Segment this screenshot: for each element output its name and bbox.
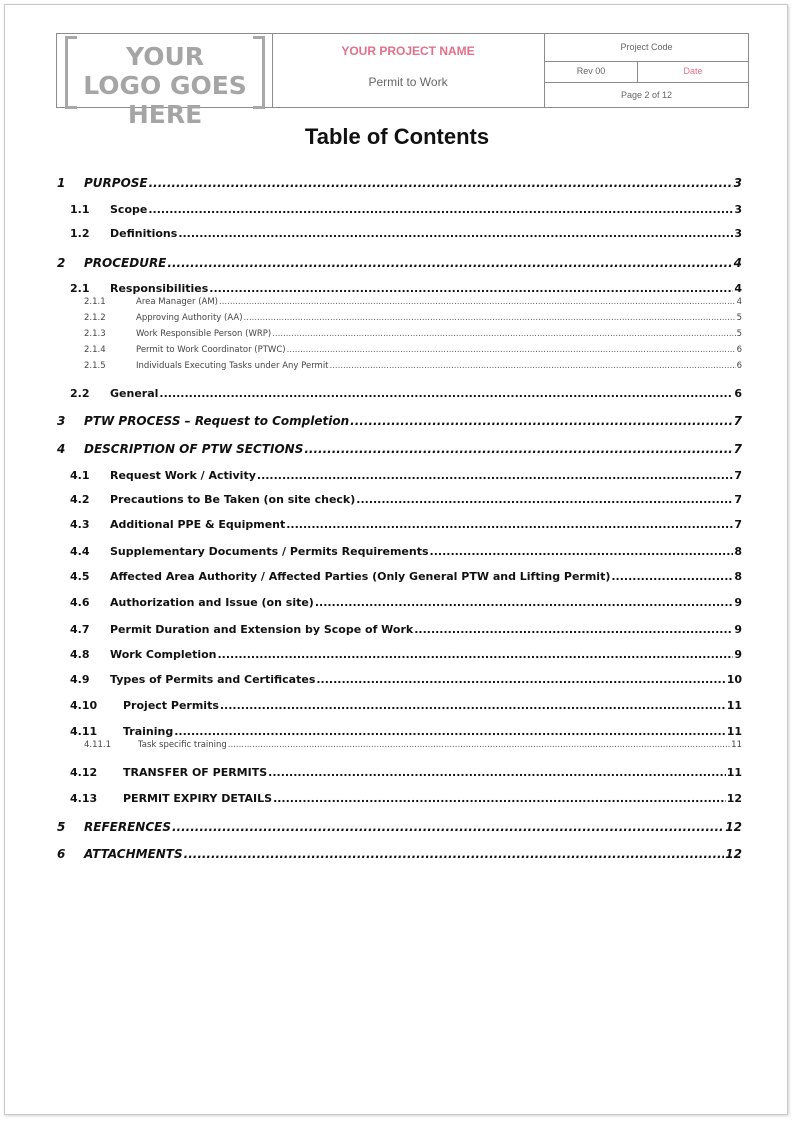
toc-dot-leader [286,518,733,531]
toc-entry-page: 12 [726,792,742,805]
toc-entry-title: General [110,387,159,400]
toc-entry[interactable] [70,570,742,583]
toc-entry-title: Work Responsible Person (WRP) [136,329,272,339]
toc-entry-page: 8 [734,570,742,583]
toc-entry[interactable] [70,673,742,686]
toc-entry-page: 6 [736,345,742,355]
toc-entry[interactable] [70,469,742,482]
toc-dot-leader [273,792,726,805]
toc-entry[interactable] [70,493,742,506]
toc-entry[interactable] [70,518,742,531]
toc-dot-leader [217,648,733,661]
toc-entry-page: 8 [734,545,742,558]
toc-entry-number: 2 [57,256,66,270]
toc-entry-page: 10 [726,673,742,686]
toc-dot-leader [172,820,724,834]
toc-dot-leader [219,297,736,307]
toc-dot-leader [350,414,732,428]
toc-entry-page: 3 [733,176,742,190]
toc-entry[interactable] [57,256,742,270]
toc-entry[interactable] [70,792,742,805]
toc-entry-number: 4.3 [70,518,90,531]
toc-entry-title: Request Work / Activity [110,469,256,482]
toc-entry-number: 6 [57,847,66,861]
toc-entry[interactable] [70,203,742,216]
toc-dot-leader [167,256,732,270]
toc-entry-page: 3 [734,203,742,216]
toc-entry-number: 4 [57,442,66,456]
toc-entry-page: 5 [736,329,742,339]
toc-entry-page: 7 [734,493,742,506]
toc-entry-number: 2.1.3 [84,329,106,339]
toc-entry-page: 7 [734,518,742,531]
toc-entry-title: Definitions [110,227,178,240]
toc-entry-number: 4.11 [70,725,98,738]
logo-text: YOUR LOGO GOES HERE [83,42,247,129]
toc-dot-leader [330,361,736,371]
toc-dot-leader [244,313,736,323]
toc-entry-number: 2.1 [70,282,90,295]
toc-entry-title: Affected Area Authority / Affected Parties (Only General PTW and Lifting Permit) [110,570,611,583]
toc-entry[interactable] [70,648,742,661]
toc-entry-number: 4.10 [70,699,98,712]
toc-entry-number: 4.5 [70,570,90,583]
toc-entry-title: Approving Authority (AA) [136,313,243,323]
toc-entry-number: 2.1.1 [84,297,106,307]
toc-entry-title: Permit to Work Coordinator (PTWC) [136,345,286,355]
toc-entry-title: REFERENCES [84,820,171,834]
toc-dot-leader [257,469,733,482]
page-title: Table of Contents [304,124,490,149]
logo-bracket-right [253,36,265,109]
rev-date-row [545,62,748,83]
toc-dot-leader [414,623,733,636]
toc-entry[interactable] [57,847,742,861]
toc-dot-leader [149,176,733,190]
toc-entry[interactable] [70,623,742,636]
toc-dot-leader [315,596,734,609]
toc-entry-number: 4.8 [70,648,90,661]
toc-entry[interactable] [57,414,742,428]
logo-placeholder [65,36,265,129]
toc-dot-leader [220,699,726,712]
toc-entry[interactable] [70,387,742,400]
toc-entry-title: Additional PPE & Equipment [110,518,286,531]
toc-entry[interactable] [70,725,742,738]
toc-entry-number: 1.1 [70,203,90,216]
toc-entry-number: 2.1.2 [84,313,106,323]
toc-entry-page: 11 [731,740,742,750]
toc-dot-leader [304,442,732,456]
toc-entry-page: 11 [726,725,742,738]
document-page [4,4,788,1115]
toc-entry-title: Authorization and Issue (on site) [110,596,314,609]
toc-dot-leader [178,227,733,240]
toc-entry[interactable] [70,766,742,779]
revision: Rev 00 [545,62,638,82]
project-cell [272,34,545,107]
toc-dot-leader [159,387,733,400]
toc-entry-page: 6 [736,361,742,371]
toc-dot-leader [268,766,726,779]
toc-dot-leader [148,203,733,216]
toc-entry-title: Area Manager (AM) [136,297,219,307]
toc-entry-page: 9 [734,623,742,636]
toc-entry[interactable] [57,442,742,456]
date: Date [683,66,703,76]
toc-entry-number: 5 [57,820,66,834]
toc-entry-number: 4.1 [70,469,90,482]
toc-dot-leader [272,329,735,339]
toc-entry-number: 3 [57,414,66,428]
toc-entry-page: 12 [725,820,742,834]
toc-entry-page: 12 [725,847,742,861]
doc-info-cell [545,34,748,107]
toc-entry-number: 2.1.5 [84,361,106,371]
toc-entry[interactable] [84,313,742,323]
toc-entry-number: 1.2 [70,227,90,240]
toc-entry-number: 2.1.4 [84,345,106,355]
toc-entry-number: 2.2 [70,387,90,400]
toc-entry-number: 4.13 [70,792,98,805]
toc-entry[interactable] [84,297,742,307]
toc-entry-title: Work Completion [110,648,217,661]
toc-entry-title: PURPOSE [84,176,148,190]
toc-entry[interactable] [70,545,742,558]
toc-entry-title: PTW PROCESS – Request to Completion [84,414,350,428]
toc-entry[interactable] [57,176,742,190]
document-header [56,33,749,129]
toc-entry[interactable] [84,345,742,355]
toc-entry-title: Task specific training [138,740,227,750]
document-name: Permit to Work [368,75,448,89]
toc-entry-title: Project Permits [123,699,219,712]
toc-entry-page: 7 [733,442,742,456]
toc-entry-page: 7 [734,469,742,482]
toc-entry-page: 4 [733,256,742,270]
toc-entry-title: PERMIT EXPIRY DETAILS [123,792,273,805]
toc-entry-page: 4 [736,297,742,307]
toc-entry-page: 9 [734,648,742,661]
toc-dot-leader [174,725,725,738]
project-name: YOUR PROJECT NAME [341,44,475,58]
toc-entry-title: Training [123,725,174,738]
toc-dot-leader [611,570,733,583]
page-number: Page 2 of 12 [620,90,673,100]
toc-entry-page: 11 [726,699,742,712]
toc-entry[interactable] [84,740,742,750]
toc-entry[interactable] [84,361,742,371]
toc-entry-number: 4.11.1 [84,740,112,750]
toc-entry-title: Supplementary Documents / Permits Requirements [110,545,429,558]
toc-dot-leader [184,847,725,861]
toc-dot-leader [228,740,730,750]
toc-entry-number: 1 [57,176,66,190]
toc-entry-title: Types of Permits and Certificates [110,673,316,686]
toc-entry-number: 4.4 [70,545,90,558]
toc-dot-leader [287,345,736,355]
logo-bracket-left [65,36,77,109]
toc-entry-title: ATTACHMENTS [84,847,183,861]
toc-entry-title: Precautions to Be Taken (on site check) [110,493,356,506]
toc-entry[interactable] [70,596,742,609]
toc-entry-title: Responsibilities [110,282,209,295]
toc-entry-page: 3 [734,227,742,240]
toc-entry-title: Permit Duration and Extension by Scope of Work [110,623,414,636]
toc-entry-number: 4.7 [70,623,90,636]
toc-entry-title: Individuals Executing Tasks under Any Permit [136,361,329,371]
toc-dot-leader [356,493,733,506]
toc-entry[interactable] [57,820,742,834]
toc-entry-page: 4 [734,282,742,295]
toc-entry-number: 4.12 [70,766,98,779]
toc-entry-title: PROCEDURE [84,256,167,270]
toc-entry-number: 4.2 [70,493,90,506]
toc-entry-title: TRANSFER OF PERMITS [123,766,268,779]
project-code: Project Code [545,34,748,62]
toc-dot-leader [430,545,734,558]
toc-entry[interactable] [70,699,742,712]
toc-entry-number: 4.9 [70,673,90,686]
toc-entry[interactable] [70,227,742,240]
toc-dot-leader [316,673,725,686]
toc-entry[interactable] [84,329,742,339]
toc-entry-page: 11 [726,766,742,779]
toc-entry[interactable] [70,282,742,295]
toc-entry-number: 4.6 [70,596,90,609]
toc-dot-leader [209,282,733,295]
logo-cell [57,34,273,129]
toc-entry-title: Scope [110,203,148,216]
toc-entry-title: DESCRIPTION OF PTW SECTIONS [84,442,304,456]
toc-entry-page: 5 [736,313,742,323]
toc-entry-page: 9 [734,596,742,609]
toc-entry-page: 7 [733,414,742,428]
toc-entry-page: 6 [734,387,742,400]
